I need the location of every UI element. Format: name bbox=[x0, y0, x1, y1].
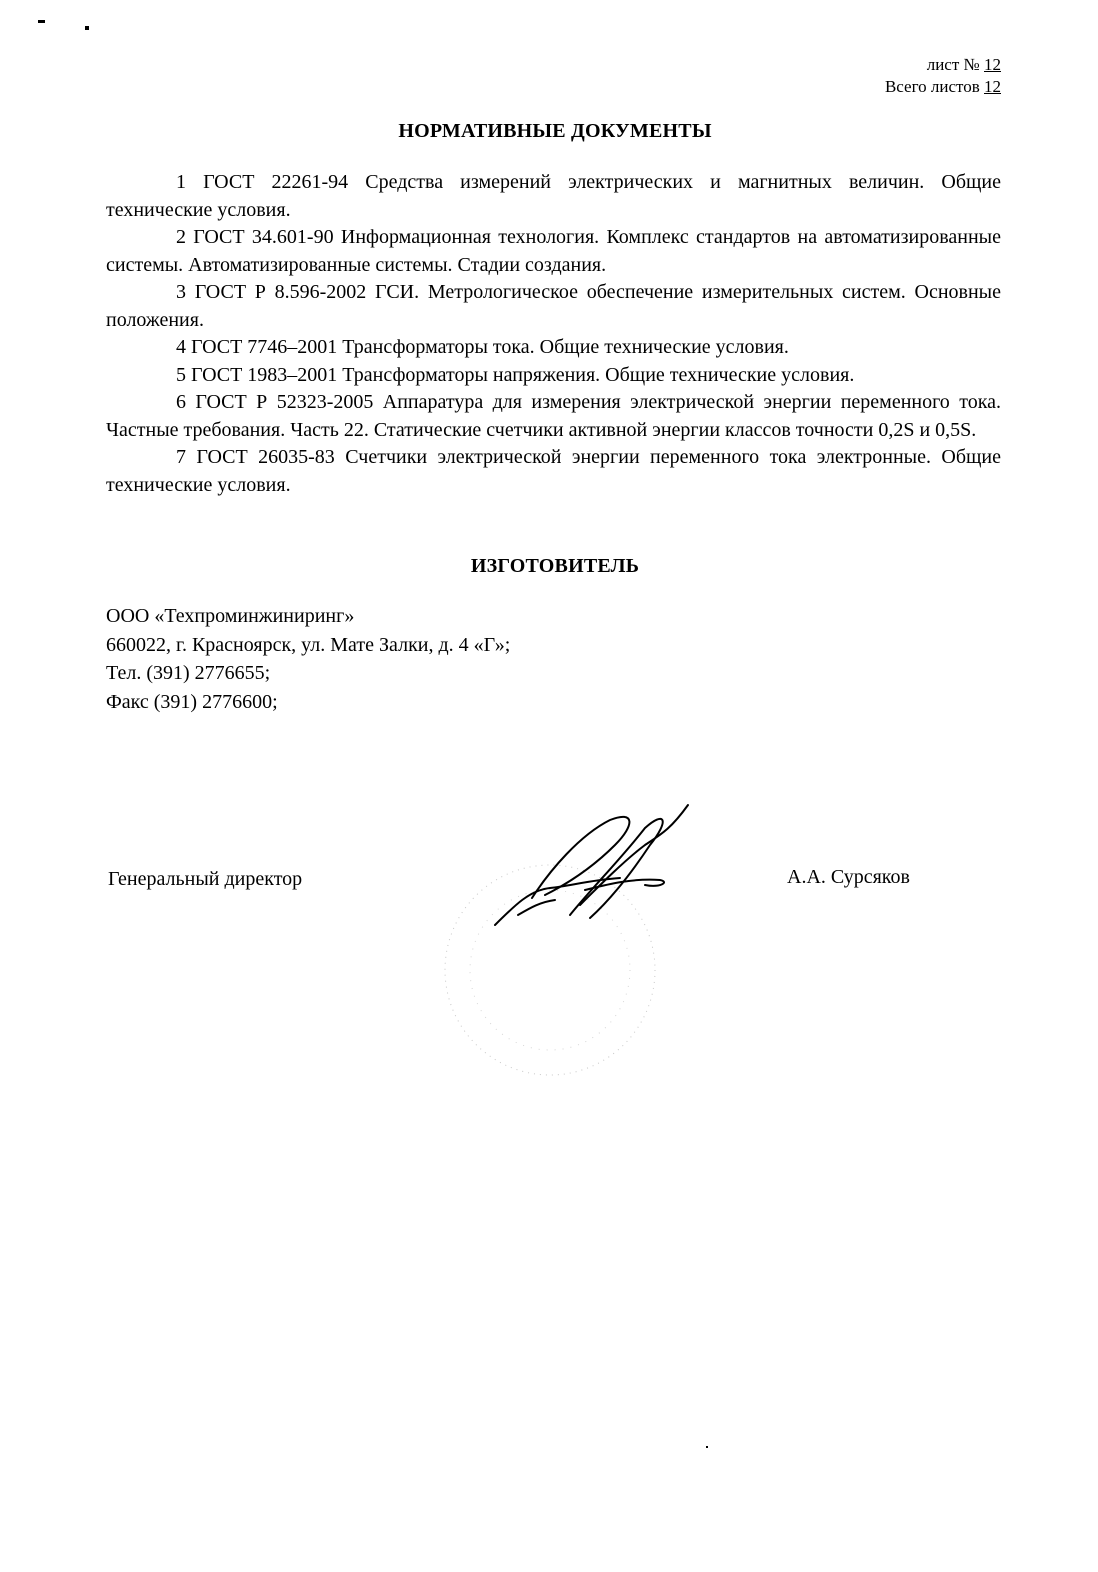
company-phone: Тел. (391) 2776655; bbox=[106, 662, 271, 684]
company-address: 660022, г. Красноярск, ул. Мате Залки, д. 4 «Г»; bbox=[106, 633, 511, 656]
list-item: 4 ГОСТ 7746–2001 Трансформаторы тока. Общие технические условия. bbox=[176, 336, 789, 358]
total-sheets-label: Всего листов bbox=[884, 77, 980, 96]
list-item: 3 ГОСТ Р 8.596-2002 ГСИ. Метрологическое обеспечение измерительных систем. Основные положения. bbox=[106, 281, 1001, 331]
list-item: 6 ГОСТ Р 52323-2005 Аппаратура для измерения электрической энергии переменного тока. Частные требования. Часть 22. Статические счетчики активной энергии классов точности 0,2S и 0,5S. bbox=[106, 391, 1001, 441]
company-fax: Факс (391) 2776600; bbox=[106, 690, 278, 713]
scan-speck bbox=[85, 26, 89, 30]
scan-speck bbox=[38, 20, 45, 23]
total-sheets-number: 12 bbox=[984, 77, 1001, 96]
normative-documents-heading: НОРМАТИВНЫЕ ДОКУМЕНТЫ bbox=[398, 120, 712, 142]
sheet-number: 12 bbox=[984, 55, 1001, 74]
total-sheets-line bbox=[885, 76, 1001, 98]
signatory-name: А.А. Сурсяков bbox=[787, 866, 910, 888]
sheet-label: лист № bbox=[926, 55, 980, 74]
list-item: 7 ГОСТ 26035-83 Счетчики электрической энергии переменного тока электронные. Общие технические условия. bbox=[106, 446, 1001, 496]
manufacturer-heading: ИЗГОТОВИТЕЛЬ bbox=[470, 555, 640, 577]
company-name: ООО «Техпроминжиниринг» bbox=[106, 605, 355, 627]
sheet-number-line bbox=[885, 54, 1001, 76]
list-item: 1 ГОСТ 22261-94 Средства измерений электрических и магнитных величин. Общие технические условия. bbox=[106, 171, 1001, 221]
list-item: 2 ГОСТ 34.601-90 Информационная технология. Комплекс стандартов на автоматизированные системы. Автоматизированные системы. Стадии создания. bbox=[106, 226, 1001, 276]
scan-speck bbox=[706, 1446, 708, 1448]
signature-icon bbox=[420, 790, 740, 1090]
normative-documents-list bbox=[106, 169, 1001, 499]
list-item: 5 ГОСТ 1983–2001 Трансформаторы напряжения. Общие технические условия. bbox=[176, 363, 855, 386]
signatory-role: Генеральный директор bbox=[108, 868, 303, 890]
manufacturer-details bbox=[106, 602, 510, 716]
sheet-info bbox=[885, 54, 1001, 98]
